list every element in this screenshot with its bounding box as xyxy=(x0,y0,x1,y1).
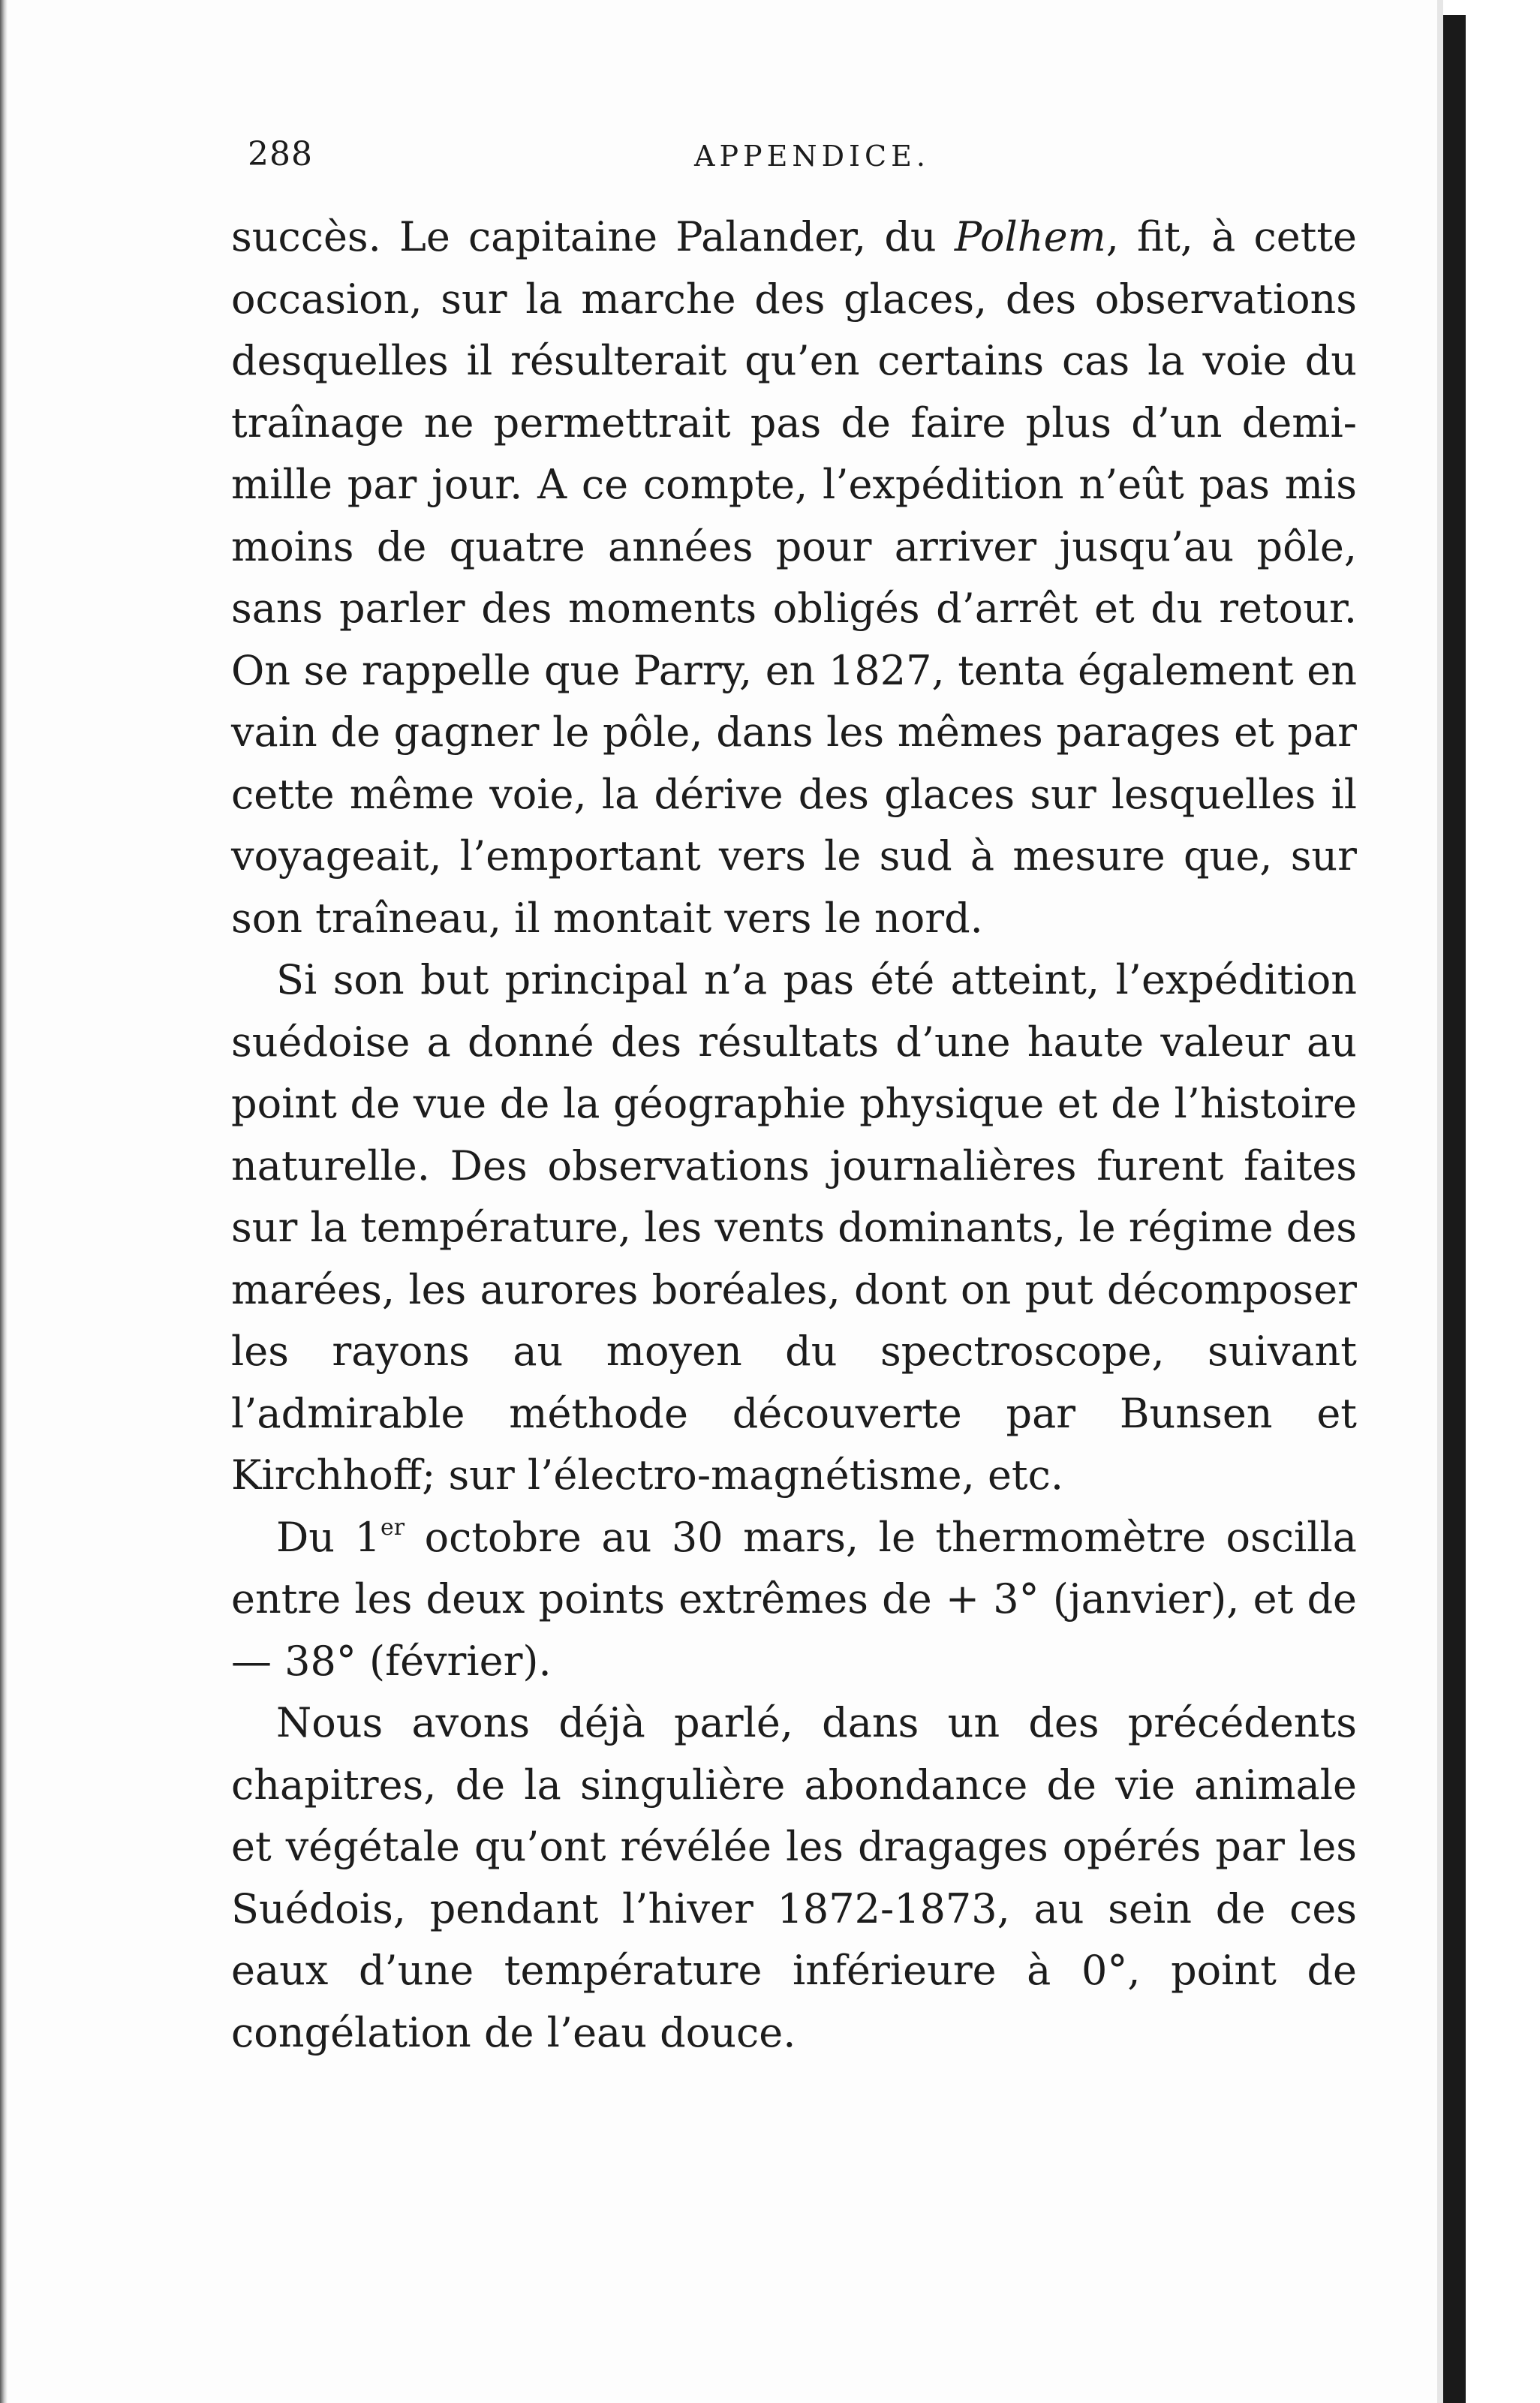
page-header xyxy=(248,135,1366,188)
paragraph-3-text-a: Du 1 xyxy=(276,1513,380,1561)
paragraph-3-text-b: octobre au 30 mars, le thermomètre oscilla entre les deux points extrêmes de + 3° (janvier), et de — 38° (février). xyxy=(231,1513,1357,1685)
superscript-er: er xyxy=(380,1514,405,1541)
page-number: 288 xyxy=(248,135,313,173)
paragraph-1-text-b: , fit, à cette occasion, sur la marche des glaces, des observations desquelles il résulterait qu’en certains cas la voie du traînage ne permettrait pas de faire plus d’un demi-mille par jour. A ce compte, l’expédition n’eût pas mis moins de quatre années pour arriver jusqu’au pôle, sans parler des moments obligés d’arrêt et du retour. On se rappelle que Parry, en 1827, tenta également en vain de gagner le pôle, dans les mêmes parages et par cette même voie, la dérive des glaces sur lesquelles il voyageait, l’emportant vers le sud à mesure que, sur son traîneau, il montait vers le nord. xyxy=(231,213,1358,942)
spine-edge xyxy=(1437,0,1443,2403)
book-spine-shadow xyxy=(1443,15,1466,2403)
book-spine-margin xyxy=(1437,0,1540,2403)
paragraph-1 xyxy=(231,206,1357,949)
paragraph-2: Si son but principal n’a pas été atteint, l’expédition suédoise a donné des résultats d’une haute valeur au point de vue de la géographie physique et de l’histoire naturelle. Des observations journalières furent faites sur la température, les vents dominants, le régime des marées, les aurores boréales, dont on put décomposer les rayons au moyen du spectroscope, suivant l’admirable méthode découverte par Bunsen et Kirchhoff; sur l’électro-magnétisme, etc. xyxy=(231,956,1357,1499)
paragraph-1-text-a: succès. Le capitaine Palander, du xyxy=(231,213,955,260)
body-text xyxy=(231,206,1357,2064)
page-left-edge-shadow xyxy=(0,0,8,2403)
paragraph-3 xyxy=(231,1507,1357,1693)
paragraph-4: Nous avons déjà parlé, dans un des précédents chapitres, de la singulière abondance de vie animale et végétale qu’ont révélée les dragages opérés par les Suédois, pendant l’hiver 1872-1873, au sein de ces eaux d’une température inférieure à 0°, point de congélation de l’eau douce. xyxy=(231,1699,1357,2056)
ship-name-italic: Polhem xyxy=(954,213,1106,260)
running-head: APPENDICE. xyxy=(694,140,930,173)
